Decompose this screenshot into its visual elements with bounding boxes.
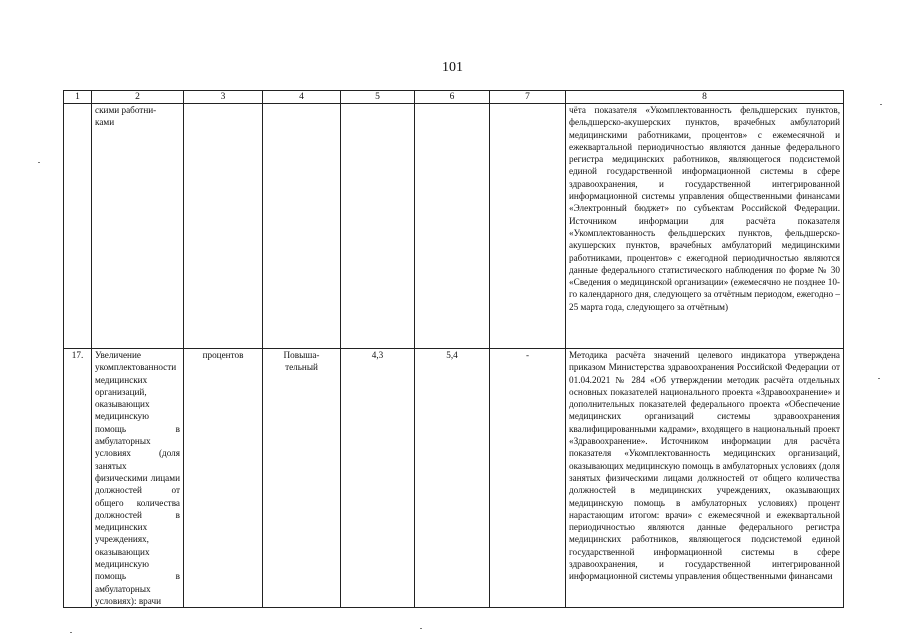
extra-value-cell: [490, 104, 566, 349]
methodology-cell: чёта показателя «Укомплектованность фельдшерских пунктов, фельдшерско-акушерских пунктов, врачебных амбулаторий медицинскими работниками, процентов» с ежемесячной и ежеквартальной периодичностью являются данные федерального регистра медицинских работников, являющегося подсистемой единой государственной информационной системы в сфере здравоохранения, и государственной интегрированной информационной системы управления общественными финансами «Электронный бюджет» по субъектам Российской Федерации. Источником информации для расчёта показателя «Укомплектованность фельдшерских пунктов, фельдшерско-акушерских пунктов, врачебных амбулаторий медицинскими работниками, процентов» с ежегодной периодичностью являются данные федерального статистического наблюдения по форме № 30 «Сведения о медицинской организации» (ежемесячно не позднее 10-го календарного дня, следующего за отчётным периодом, ежегодно – 25 марта года, следующего за отчётным): [566, 104, 844, 349]
header-cell-7: 7: [490, 91, 566, 104]
scan-speck: [38, 162, 40, 163]
table-row: [64, 349, 844, 608]
row-number-cell: [64, 104, 92, 349]
direction-cell: Повыша- тельный: [263, 349, 341, 608]
scan-speck: [878, 378, 880, 379]
header-cell-2: 2: [92, 91, 184, 104]
unit-cell: процентов: [184, 349, 263, 608]
base-value-cell: 4,3: [341, 349, 415, 608]
unit-cell: [184, 104, 263, 349]
direction-cell: [263, 104, 341, 349]
target-value-cell: [415, 104, 490, 349]
scan-speck: [70, 632, 72, 633]
indicator-table: [63, 90, 844, 608]
page-number: 101: [442, 60, 463, 75]
header-row: [64, 91, 844, 104]
header-cell-3: 3: [184, 91, 263, 104]
methodology-cell: Методика расчёта значений целевого индикатора утверждена приказом Министерства здравоохранения Российской Федерации от 01.04.2021 № 284 «Об утверждении методик расчёта отдельных основных показателей национального проекта «Здравоохранение» и дополнительных показателей федерального проекта «Обеспечение медицинских организаций системы здравоохранения квалифицированными кадрами», входящего в национальный проект «Здравоохранение». Источником информации для расчёта показателя «Укомплектованность медицинских организаций, оказывающих медицинскую помощь в амбулаторных условиях (доля занятых физическими лицами должностей от общего количества должностей в медицинских учреждениях, оказывающих медицинскую помощь в амбулаторных условиях) процент нарастающим итогом: врачи» с ежемесячной и ежеквартальной периодичностью являются данные федерального регистра медицинских работников, являющегося подсистемой единой государственной информационной системы в сфере здравоохранения, и государственной интегрированной информационной системы управления общественными финансами: [566, 349, 844, 608]
row-number-cell: 17.: [64, 349, 92, 608]
extra-value-cell: -: [490, 349, 566, 608]
table-row: [64, 104, 844, 349]
header-cell-5: 5: [341, 91, 415, 104]
header-cell-8: 8: [566, 91, 844, 104]
scan-speck: [880, 104, 882, 105]
header-cell-1: 1: [64, 91, 92, 104]
scan-speck: [420, 628, 422, 629]
indicator-name-cell: скими работни- ками: [92, 104, 184, 349]
header-cell-6: 6: [415, 91, 490, 104]
target-value-cell: 5,4: [415, 349, 490, 608]
indicator-name-cell: Увеличение укомплектованности медицинских организаций, оказывающих медицинскую помощь в амбулаторных условиях (доля занятых физическими лицами должностей от общего количества должностей в медицинских учреждениях, оказывающих медицинскую помощь в амбулаторных условиях): врачи: [92, 349, 184, 608]
header-cell-4: 4: [263, 91, 341, 104]
base-value-cell: [341, 104, 415, 349]
